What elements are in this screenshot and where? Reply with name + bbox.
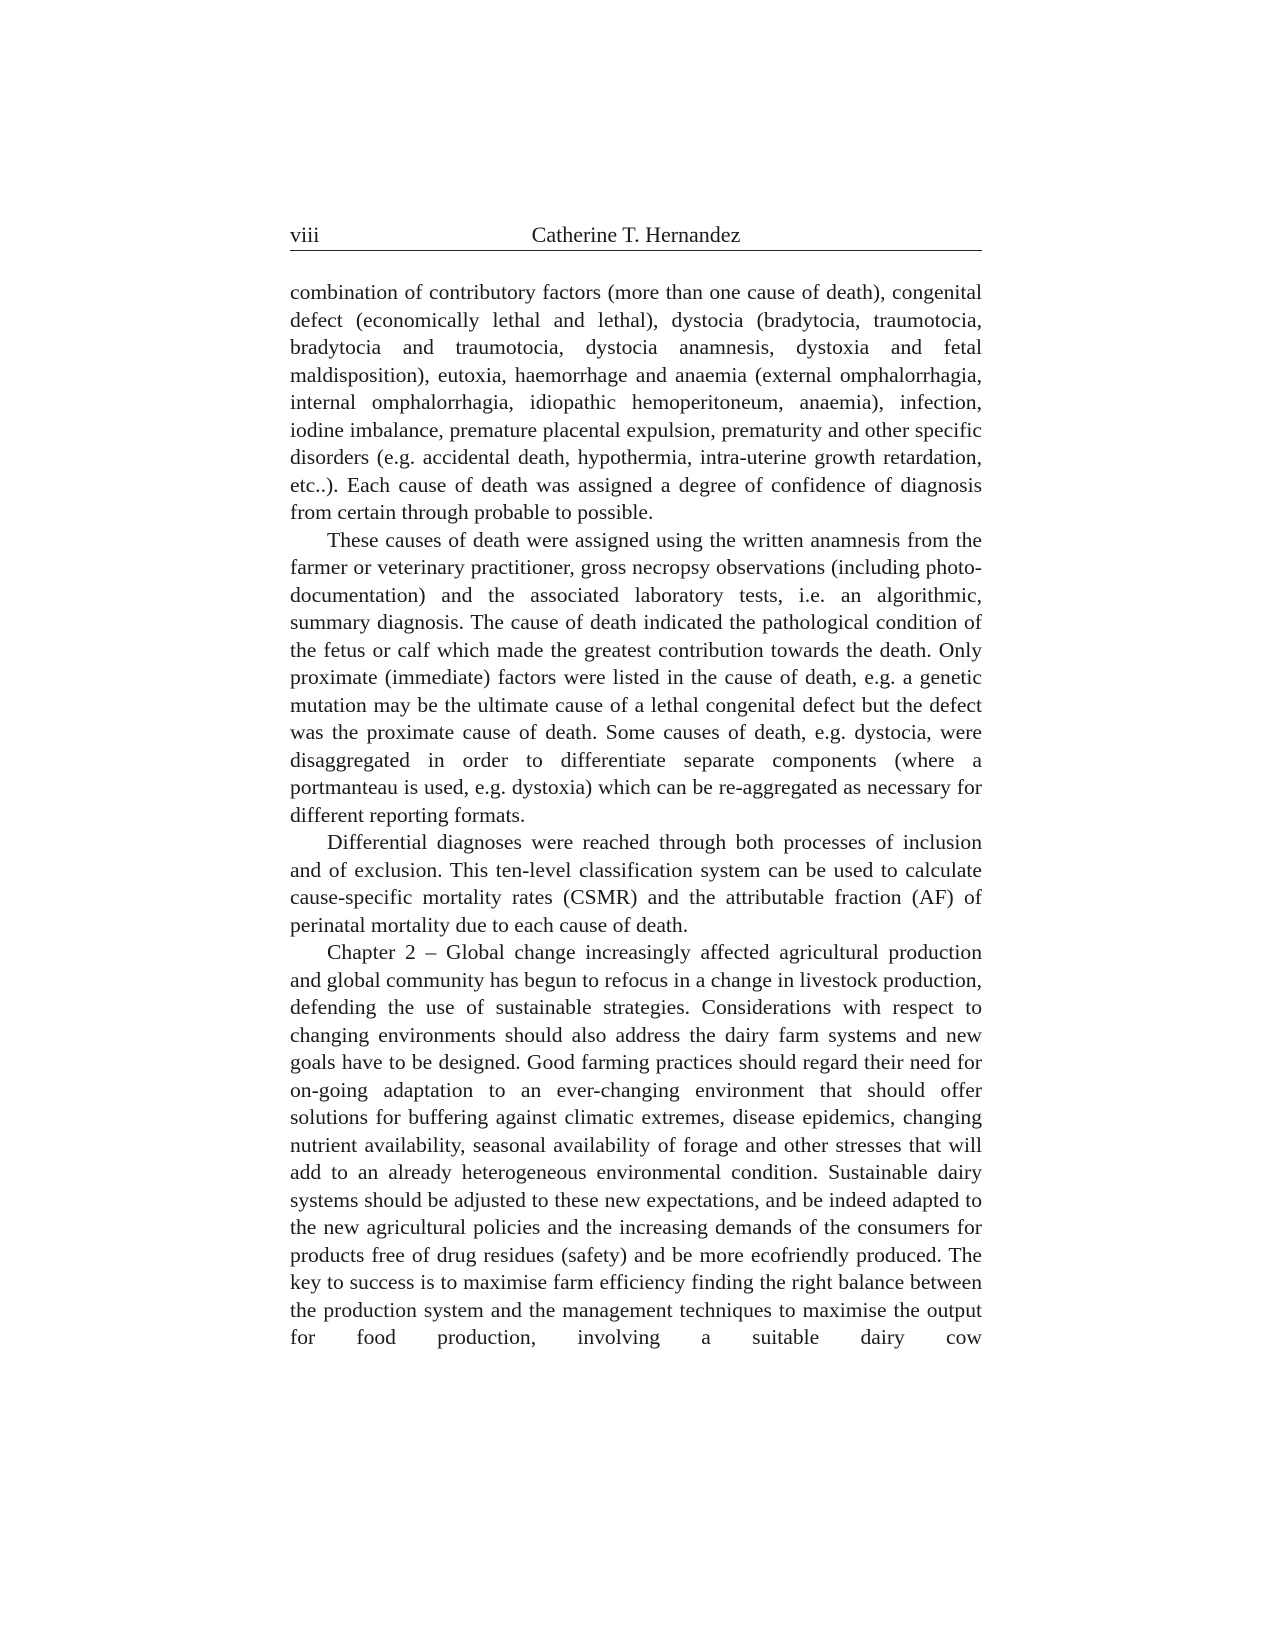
running-header	[290, 222, 982, 251]
paragraph-differential-diagnoses: Differential diagnoses were reached through both processes of inclusion and of exclusion. This ten-level classification system can be used to calculate cause-specific mortality rates (CSMR) and the attributable fraction (AF) of perinatal mortality due to each cause of death.	[290, 830, 982, 937]
running-title-author: Catherine T. Hernandez	[531, 222, 741, 247]
page-number: viii	[290, 222, 320, 247]
body-text	[290, 279, 982, 1352]
paragraph-chapter-2: Chapter 2 – Global change increasingly affected agricultural production and global community has begun to refocus in a change in livestock production, defending the use of sustainable strategies. Considerations with respect to changing environments should also address the dairy farm systems and new goals have to be designed. Good farming practices should regard their need for on-going adaptation to an ever-changing environment that should offer solutions for buffering against climatic extremes, disease epidemics, changing nutrient availability, seasonal availability of forage and other stresses that will add to an already heterogeneous environmental condition. Sustainable dairy systems should be adjusted to these new expectations, and be indeed adapted to the new agricultural policies and the increasing demands of the consumers for products free of drug residues (safety) and be more ecofriendly produced. The key to success is to maximise farm efficiency finding the right balance between the production system and the management techniques to maximise the output for food production, involving a suitable dairy cow	[290, 940, 982, 1349]
paragraph-continuation: combination of contributory factors (more than one cause of death), congenital defect (economically lethal and lethal), dystocia (bradytocia, traumotocia, bradytocia and traumotocia, dystocia anamnesis, dystoxia and fetal maldisposition), eutoxia, haemorrhage and anaemia (external omphalorrhagia, internal omphalorrhagia, idiopathic hemoperitoneum, anaemia), infection, iodine imbalance, premature placental expulsion, prematurity and other specific disorders (e.g. accidental death, hypothermia, intra-uterine growth retardation, etc..). Each cause of death was assigned a degree of confidence of diagnosis from certain through probable to possible.	[290, 280, 982, 524]
paragraph-cause-assignment: These causes of death were assigned using the written anamnesis from the farmer or veterinary practitioner, gross necropsy observations (including photo-documentation) and the associated laboratory tests, i.e. an algorithmic, summary diagnosis. The cause of death indicated the pathological condition of the fetus or calf which made the greatest contribution towards the death. Only proximate (immediate) factors were listed in the cause of death, e.g. a genetic mutation may be the ultimate cause of a lethal congenital defect but the defect was the proximate cause of death. Some causes of death, e.g. dystocia, were disaggregated in order to differentiate separate components (where a portmanteau is used, e.g. dystoxia) which can be re-aggregated as necessary for different reporting formats.	[290, 527, 982, 827]
